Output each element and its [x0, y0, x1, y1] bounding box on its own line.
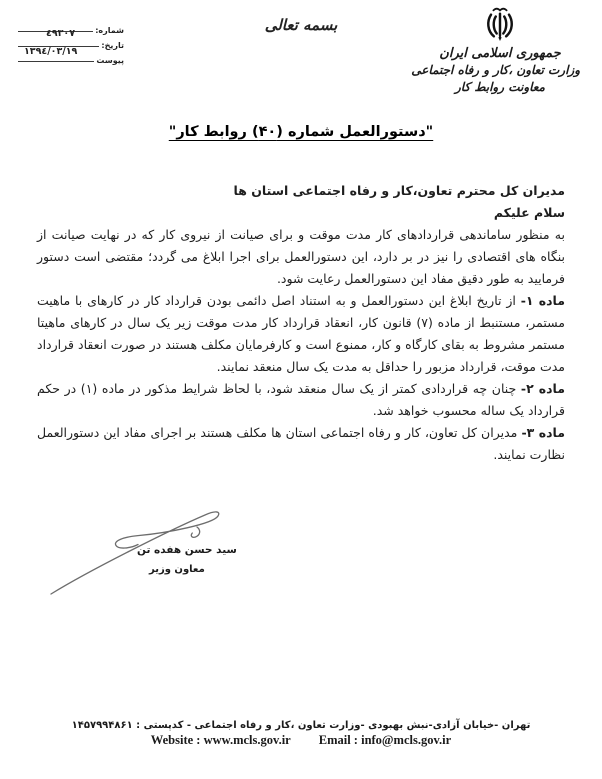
article-1-paragraph [37, 290, 565, 378]
article-3-label: ماده ۳- [521, 425, 565, 440]
article-3-paragraph [37, 422, 565, 466]
recipient-line: مدیران کل محترم تعاون،کار و رفاه اجتماعی استان ها [233, 183, 565, 198]
email-label: Email : [318, 733, 362, 747]
footer [0, 720, 602, 748]
letter-date-value: ١٣٩٤/٠٣/١٩ [24, 46, 78, 57]
number-label: شماره: [95, 26, 124, 35]
article-3-text: مدیران کل تعاون، کار و رفاه اجتماعی استان ها مکلف هستند بر اجرای مفاد این دستورالعمل نظارت نمایند. [37, 425, 565, 462]
intro-paragraph: به منظور ساماندهی قراردادهای کار مدت موقت و برای صیانت از نیروی کار که در نهایت صیانت از بنگاه های اقتصادی را نیز در بر دارد، این دستورالعمل برای اجرا ابلاغ می گردد؛ مقتضی است دستور فرمایید به طور دقیق مفاد این دستورالعمل رعایت شود. [37, 227, 565, 286]
attachment-fill-line [18, 61, 94, 62]
website-label: Website : [150, 733, 204, 747]
ministry-header-block [411, 6, 580, 94]
iran-national-emblem-icon [420, 6, 580, 44]
footer-address-line: تهران -خیابان آزادی-نبش بهبودی -وزارت تعاون ،کار و رفاه اجتماعی - کدپستی : ۱۴۵۷۹۹۴۸۶۱ [71, 720, 531, 731]
article-2-label: ماده ۲- [520, 381, 565, 396]
org-country-line: جمهوری اسلامی ایران [439, 46, 561, 61]
letter-body [37, 180, 565, 466]
signer-name: سید حسن هفده تن [137, 544, 237, 556]
signer-role: معاون وزیر [149, 564, 205, 575]
article-2-paragraph [37, 378, 565, 422]
footer-contact-line [0, 733, 602, 748]
website-url: www.mcls.gov.ir [203, 733, 291, 747]
letter-number-value: ٤٩٣٠٧ [46, 28, 75, 39]
article-1-label: ماده ۱- [520, 293, 565, 308]
date-label: تاریخ: [101, 41, 124, 50]
email-address: info@mcls.gov.ir [361, 733, 452, 747]
attachment-label: پیوست [96, 56, 124, 65]
article-2-text: چنان چه قراردادی کمتر از یک سال منعقد شود، با لحاظ شرایط مذکور در ماده (۱) در حکم قرارداد یک ساله محسوب خواهد شد. [37, 381, 565, 418]
salutation-line: سلام علیکم [493, 205, 565, 220]
article-1-text: از تاریخ ابلاغ این دستورالعمل و به استناد اصل دائمی بودن قرارداد کار در کارهای با ماهیت مستمر، مستنبط از ماده (۷) قانون کار، انعقاد قرارداد کار مدت موقت زیر یک سال در کارهای ماهیتا مستمر مشروط به بقای کارگاه و کار، ممنوع است و کارفرمایان مکلف هستند در صورت انعقاد قرارداد مدت موقت، قرارداد مزبور را حداقل به مدت یک سال منعقد نمایند. [37, 293, 565, 374]
org-ministry-line: وزارت تعاون ،کار و رفاه اجتماعی [411, 63, 580, 77]
signature-block [45, 500, 255, 600]
directive-title: "دستورالعمل شماره (۴۰) روابط کار" [168, 124, 434, 140]
org-deputy-line: معاونت روابط کار [455, 80, 545, 94]
bismillah-text: بسمه تعالی [264, 16, 338, 34]
